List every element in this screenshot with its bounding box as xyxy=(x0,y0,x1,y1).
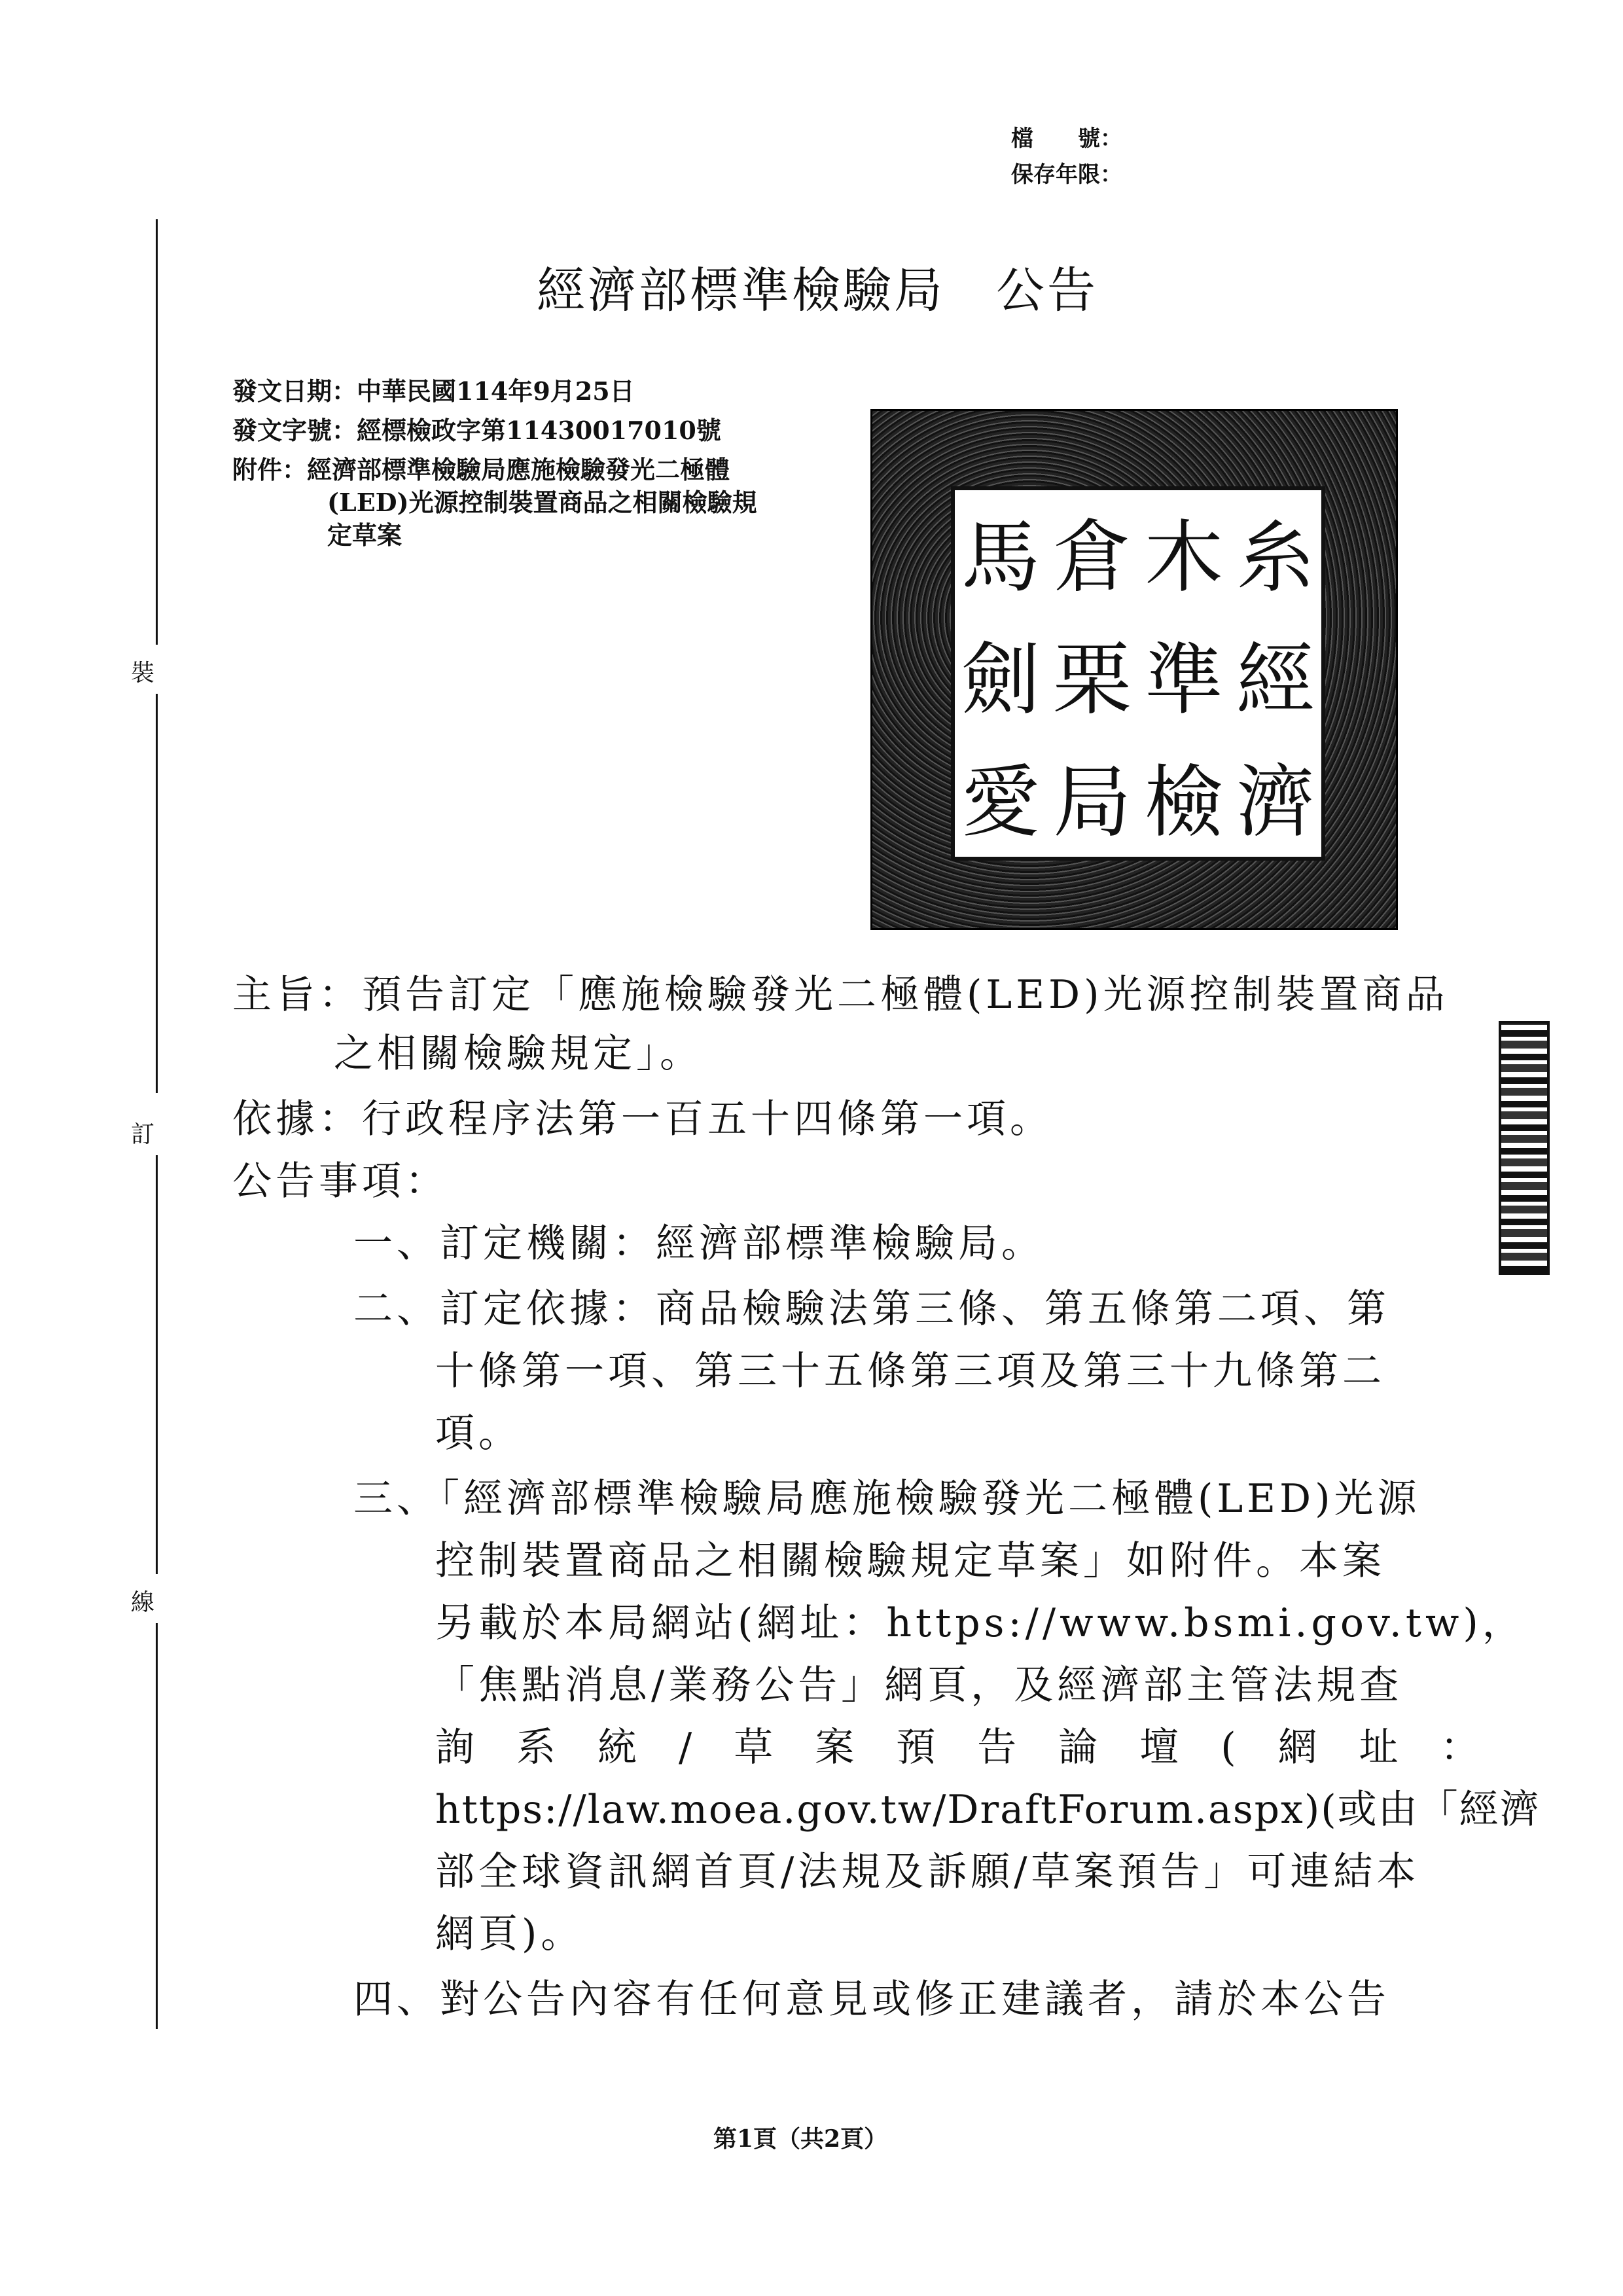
subject-line-2: 之相關檢驗規定」。 xyxy=(334,1031,703,1077)
seal-char: 栗 xyxy=(1053,634,1132,726)
gutter-line xyxy=(156,1155,158,1574)
subject-line-1: 主旨：預告訂定「應施檢驗發光二極體(LED)光源控制裝置商品 xyxy=(232,972,1449,1018)
seal-char: 愛 xyxy=(961,757,1040,848)
attachment-line-2: (LED)光源控制裝置商品之相關檢驗規 xyxy=(327,488,757,517)
item-2-line-3: 項。 xyxy=(435,1410,522,1456)
item-3-line-6: https://law.moea.gov.tw/DraftForum.aspx)(或由「經濟 xyxy=(435,1787,1541,1833)
item-3-line-1: 三、「經濟部標準檢驗局應施檢驗發光二極體(LED)光源 xyxy=(353,1476,1421,1522)
item-3-line-4: 「焦點消息/業務公告」網頁，及經濟部主管法規查 xyxy=(435,1662,1403,1708)
gutter-char-ding: 訂 xyxy=(131,1121,155,1148)
document-number: 發文字號：經標檢政字第11430017010號 xyxy=(232,416,721,445)
official-seal xyxy=(870,409,1398,930)
gutter-line xyxy=(156,694,158,1093)
item-2-line-1: 二、訂定依據：商品檢驗法第三條、第五條第二項、第 xyxy=(353,1286,1390,1332)
seal-char: 濟 xyxy=(1236,757,1315,848)
seal-char: 局 xyxy=(1053,757,1132,848)
seal-char: 劍 xyxy=(961,634,1040,726)
side-stamp xyxy=(1499,1021,1550,1275)
seal-char: 倉 xyxy=(1053,512,1132,604)
attachment-line-3: 定草案 xyxy=(327,520,402,550)
item-4-line-1: 四、對公告內容有任何意見或修正建議者，請於本公告 xyxy=(353,1977,1390,2022)
basis-line: 依據：行政程序法第一百五十四條第一項。 xyxy=(232,1096,1053,1142)
retention-label: 保存年限： xyxy=(1011,162,1122,188)
item-2-line-2: 十條第一項、第三十五條第三項及第三十九條第二 xyxy=(435,1348,1385,1394)
seal-char: 木 xyxy=(1145,512,1223,604)
seal-char: 準 xyxy=(1145,634,1223,726)
file-meta xyxy=(1011,121,1122,193)
item-3-line-5: 詢 系 統 / 草 案 預 告 論 壇 ( 網 址 ： xyxy=(435,1725,1481,1770)
gutter-line xyxy=(156,1623,158,2029)
seal-char: 馬 xyxy=(961,512,1040,604)
issue-date: 發文日期：中華民國114年9月25日 xyxy=(232,376,635,406)
gutter-char-zhuang: 裝 xyxy=(131,660,155,687)
item-3-line-2: 控制裝置商品之相關檢驗規定草案」如附件。本案 xyxy=(435,1538,1385,1584)
page-title: 經濟部標準檢驗局 公告 xyxy=(537,262,1098,319)
seal-inner-frame xyxy=(951,486,1325,861)
gutter-line xyxy=(156,219,158,645)
item-3-line-3: 另載於本局網站(網址：https://www.bsmi.gov.tw)， xyxy=(435,1600,1525,1646)
items-heading: 公告事項： xyxy=(232,1158,448,1204)
gutter-char-xian: 線 xyxy=(131,1589,155,1616)
seal-char: 檢 xyxy=(1145,757,1223,848)
attachment-line-1: 附件：經濟部標準檢驗局應施檢驗發光二極體 xyxy=(232,455,730,484)
item-3-line-7: 部全球資訊網首頁/法規及訴願/草案預告」可連結本 xyxy=(435,1849,1420,1895)
file-number-label: 檔 號： xyxy=(1011,126,1122,152)
item-3-line-8: 網頁)。 xyxy=(435,1911,584,1957)
item-1: 一、訂定機關：經濟部標準檢驗局。 xyxy=(353,1221,1044,1266)
page-number: 第1頁（共2頁） xyxy=(713,2125,888,2153)
seal-char: 經 xyxy=(1236,634,1315,726)
seal-char: 糸 xyxy=(1236,512,1315,604)
